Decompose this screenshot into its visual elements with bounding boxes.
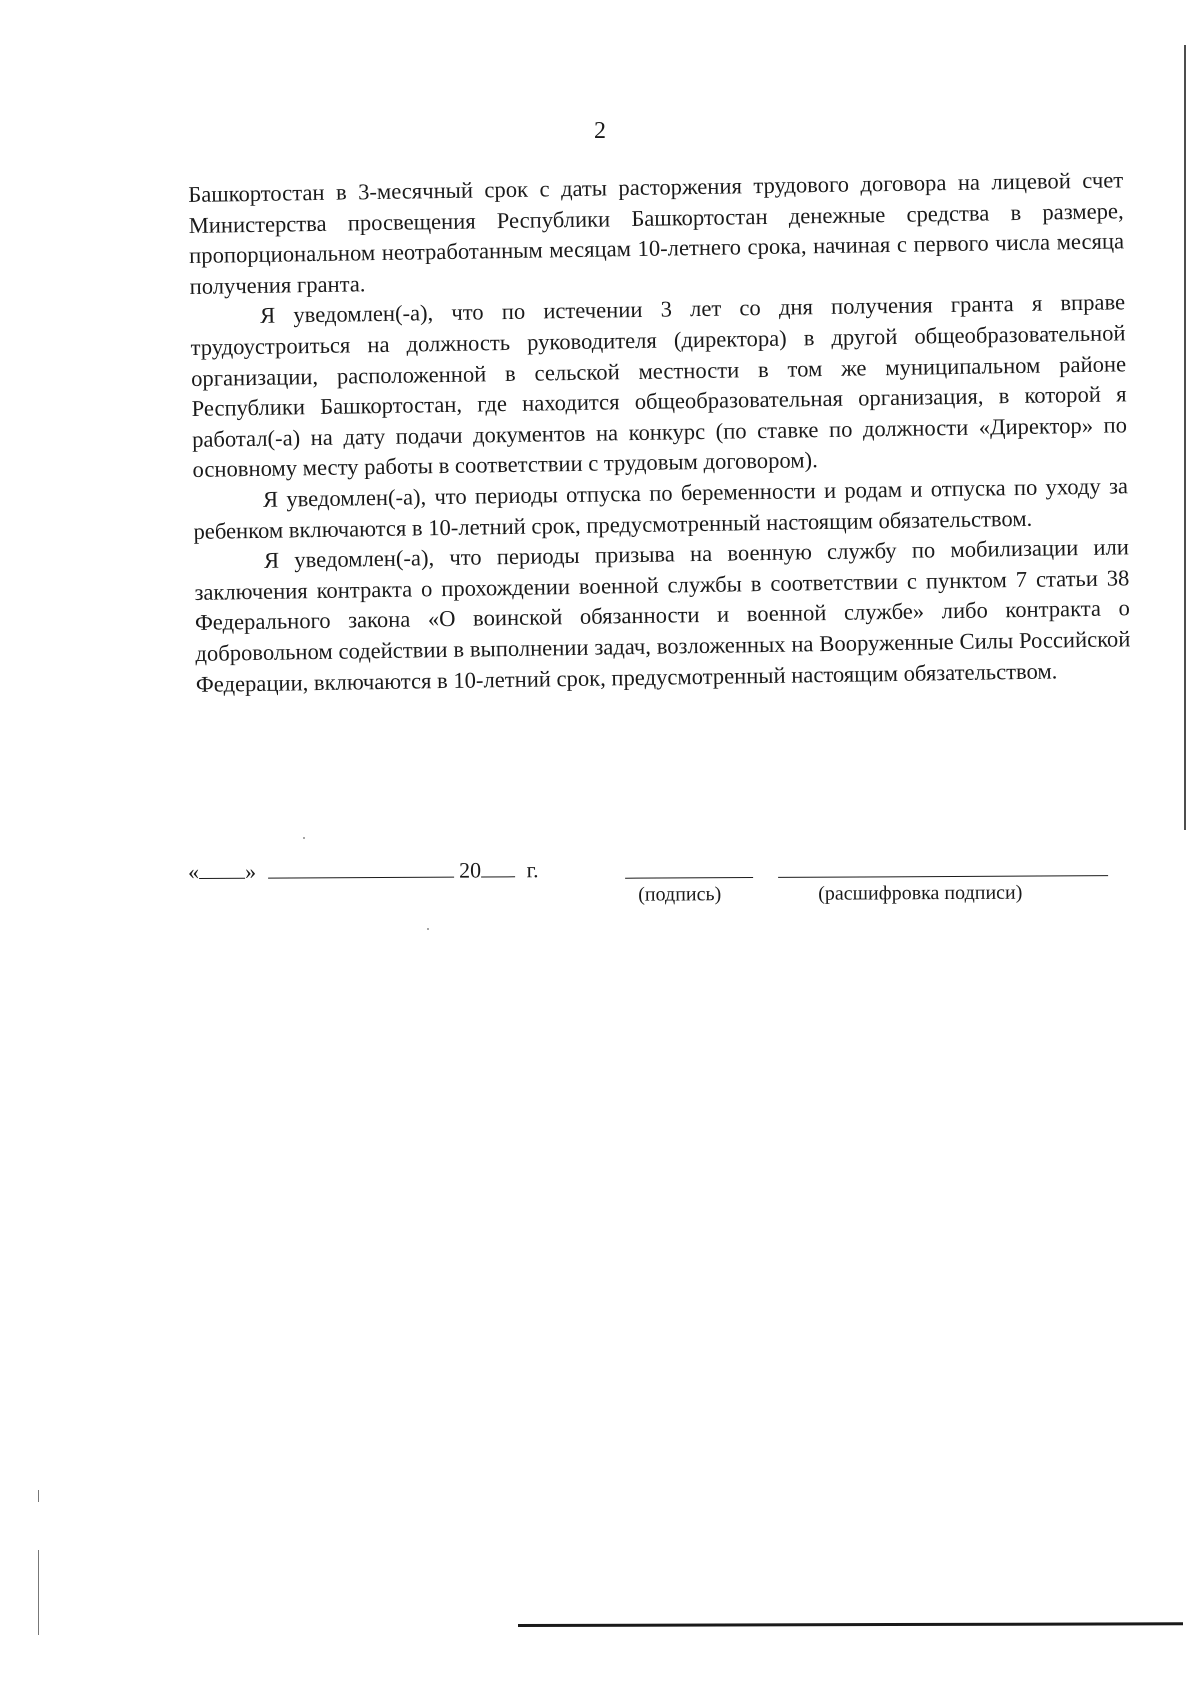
page-number: 2 [594, 118, 606, 144]
year-suffix: г. [526, 857, 539, 883]
date-line [188, 856, 539, 885]
year-prefix: 20 [459, 857, 482, 883]
paragraph-continuation: Башкортостан в 3-месячный срок с даты расторжения трудового договора на лицевой счет Министерства просвещения Республики Башкортостан денежные средства в размере, пропорциональном неотработанным месяцам 10-летнего срока, начиная с первого числа месяца получения гранта. [188, 167, 1125, 299]
paragraph-military-service: Я уведомлен(-а), что периоды призыва на военную службу по мобилизации или заключения контракта о прохождении военной службы в соответствии с пунктом 7 статьи 38 Федерального закона «О воинской обязанности и военной службе» либо контракта о добровольном содействии в выполнении задач, возложенных на Вооруженные Силы Российской Федерации, включаются в 10-летний срок, предусмотренный настоящим обязательством. [194, 534, 1131, 697]
quote-close: » [245, 858, 257, 884]
paragraph-maternity-leave: Я уведомлен(-а), что периоды отпуска по беременности и родам и отпуска по уходу за ребенком включаются в 10-летний срок, предусмотренный настоящим обязательством. [193, 473, 1129, 544]
signature-line [625, 877, 753, 879]
year-blank [481, 856, 515, 877]
scan-edge-mark [1184, 45, 1186, 830]
scan-speck [303, 837, 305, 839]
signature-block [188, 853, 1118, 918]
decoding-caption: (расшифровка подписи) [818, 881, 1023, 905]
scan-edge-mark [38, 1490, 39, 1502]
paragraph-employment-right: Я уведомлен(-а), что по истечении 3 лет со дня получения гранта я вправе трудоустроиться на должность руководителя (директора) в другой общеобразовательной организации, расположенной в сельской местности в том же муниципальном районе Республики Башкортостан, где находится общеобразовательная организация, в которой я работал(-а) на дату подачи документов на конкурс (по ставке по должности «Директор» по основному месту работы в соответствии с трудовым договором). [190, 289, 1128, 483]
quote-open: « [188, 858, 200, 884]
signature-caption: (подпись) [638, 883, 722, 906]
scan-speck [427, 928, 429, 930]
document-body [188, 165, 1131, 700]
decoding-line [778, 875, 1108, 878]
scan-bottom-line [518, 1622, 1183, 1627]
scan-edge-mark [38, 1550, 39, 1635]
month-blank [267, 857, 453, 879]
day-blank [199, 858, 245, 879]
